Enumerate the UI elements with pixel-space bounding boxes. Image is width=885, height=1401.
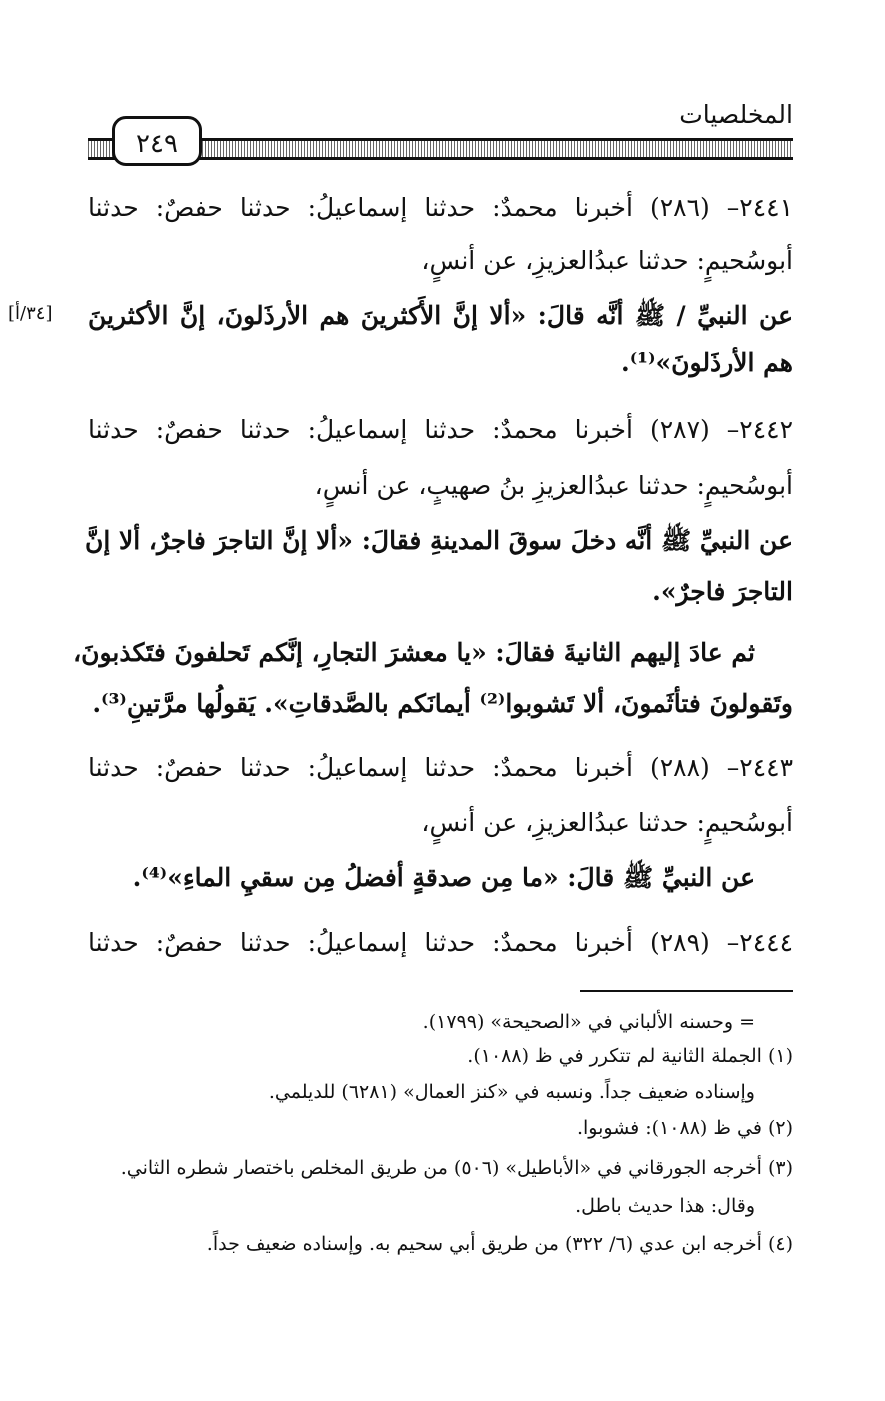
hadith-2441-isnad-line-1: ٢٤٤١– (٢٨٦) أخبرنا محمدٌ: حدثنا إسماعيلُ: حدثنا حفصٌ: حدثنا [88, 193, 794, 222]
hadith-2442-matn-line-3: ثم عادَ إليهم الثانيةَ فقالَ: «يا معشرَ التجارِ، إنَّكم تَحلفونَ فتَكذبونَ، [73, 638, 755, 667]
hadith-2442-matn-line-4: وتَقولونَ فتأثَمونَ، ألا تَشوبوا⁽²⁾ أيمانَكم بالصَّدقاتِ». يَقولُها مرَّتينِ⁽³⁾. [92, 689, 793, 718]
running-title: المخلصيات [679, 100, 793, 129]
footnote-3: (٣) أخرجه الجورقاني في «الأباطيل» (٥٠٦) من طريق المخلص باختصار شطره الثاني. [120, 1157, 793, 1179]
margin-folio-note: [٣٤/أ] [8, 303, 53, 324]
footnote-1-continued: وإسناده ضعيف جداً. ونسبه في «كنز العمال» (٦٢٨١) للديلمي. [268, 1081, 755, 1103]
hadith-2442-isnad-line-2: أبوسُحيمٍ: حدثنا عبدُالعزيزِ بنُ صهيبٍ، عن أنسٍ، [314, 471, 793, 500]
footnote-3-continued: وقال: هذا حديث باطل. [575, 1195, 755, 1217]
footnote-continued: = وحسنه الألباني في «الصحيحة» (١٧٩٩). [422, 1011, 755, 1033]
hadith-2444-isnad-line-1: ٢٤٤٤– (٢٨٩) أخبرنا محمدٌ: حدثنا إسماعيلُ: حدثنا حفصٌ: حدثنا [88, 928, 794, 957]
hadith-2443-isnad-line-1: ٢٤٤٣– (٢٨٨) أخبرنا محمدٌ: حدثنا إسماعيلُ: حدثنا حفصٌ: حدثنا [88, 753, 794, 782]
hadith-2442-matn-line-2: التاجرَ فاجرٌ». [652, 577, 793, 606]
footnote-1: (١) الجملة الثانية لم تتكرر في ظ (١٠٨٨). [467, 1045, 793, 1067]
hadith-2441-matn-line-1: عن النبيِّ / ﷺ أنَّه قالَ: «ألا إنَّ الأَكثرينَ هم الأرذَلونَ، إنَّ الأكثرينَ [88, 301, 793, 330]
hadith-2441-matn-line-2: هم الأرذَلونَ»⁽¹⁾. [620, 348, 793, 377]
footnote-separator [580, 990, 793, 992]
hadith-2442-matn-line-1: عن النبيِّ ﷺ أنَّه دخلَ سوقَ المدينةِ فقالَ: «ألا إنَّ التاجرَ فاجرٌ، ألا إنَّ [84, 526, 793, 555]
page-number-label: ٢٤٩ [136, 129, 178, 159]
hadith-2441-isnad-line-2: أبوسُحيمٍ: حدثنا عبدُالعزيزِ، عن أنسٍ، [421, 246, 793, 275]
hadith-2443-isnad-line-2: أبوسُحيمٍ: حدثنا عبدُالعزيزِ، عن أنسٍ، [421, 808, 793, 837]
hadith-2443-matn-line-1: عن النبيِّ ﷺ قالَ: «ما مِن صدقةٍ أفضلُ مِن سقيِ الماءِ»⁽⁴⁾. [132, 863, 755, 892]
footnote-4: (٤) أخرجه ابن عدي (٦/ ٣٢٢) من طريق أبي سحيم به. وإسناده ضعيف جداً. [206, 1233, 793, 1255]
page-number [112, 116, 202, 166]
footnote-2: (٢) في ظ (١٠٨٨): فشوبوا. [576, 1117, 793, 1139]
hadith-2442-isnad-line-1: ٢٤٤٢– (٢٨٧) أخبرنا محمدٌ: حدثنا إسماعيلُ: حدثنا حفصٌ: حدثنا [88, 415, 794, 444]
